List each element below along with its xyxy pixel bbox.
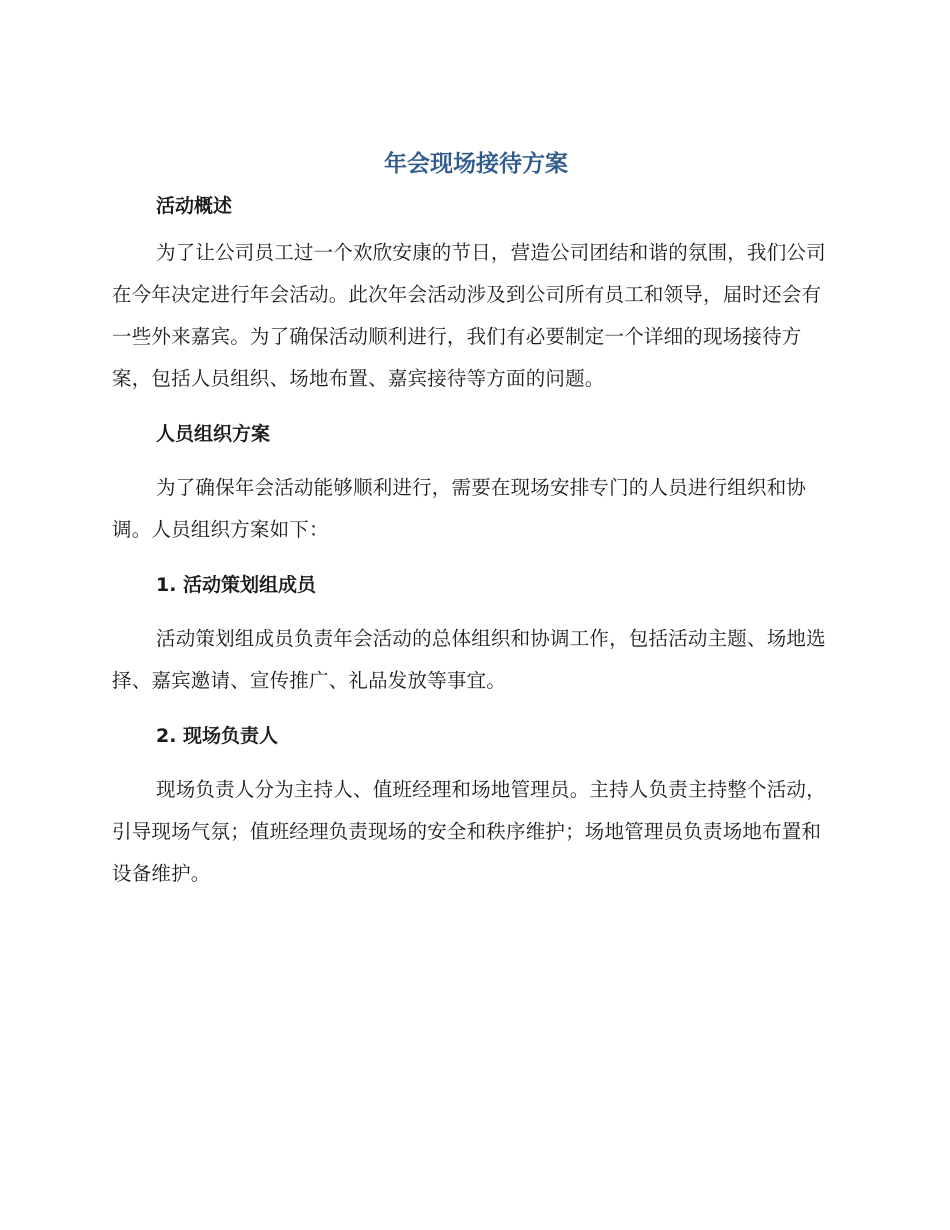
- document-body: [112, 146, 832, 895]
- section-paragraph-onsite-lead: 现场负责人分为主持人、值班经理和场地管理员。主持人负责主持整个活动，引导现场气氛；值班经理负责现场的安全和秩序维护；场地管理员负责场地布置和设备维护。: [112, 778, 826, 885]
- section-paragraph-overview: 为了让公司员工过一个欢欣安康的节日，营造公司团结和谐的氛围，我们公司在今年决定进行年会活动。此次年会活动涉及到公司所有员工和领导，届时还会有一些外来嘉宾。为了确保活动顺利进行，我们有必要制定一个详细的现场接待方案，包括人员组织、场地布置、嘉宾接待等方面的问题。: [112, 241, 826, 390]
- section-paragraph-staffing: 为了确保年会活动能够顺利进行，需要在现场安排专门的人员进行组织和协调。人员组织方案如下：: [112, 476, 807, 541]
- section-heading-onsite-lead: 2. 现场负责人: [156, 725, 279, 747]
- section-paragraph-planning-team: 活动策划组成员负责年会活动的总体组织和协调工作，包括活动主题、场地选择、嘉宾邀请、宣传推广、礼品发放等事宜。: [112, 627, 826, 692]
- section-heading-overview: 活动概述: [156, 195, 233, 217]
- document-title: 年会现场接待方案: [384, 151, 568, 177]
- section-heading-staffing: 人员组织方案: [156, 423, 271, 445]
- section-heading-planning-team: 1. 活动策划组成员: [156, 574, 317, 596]
